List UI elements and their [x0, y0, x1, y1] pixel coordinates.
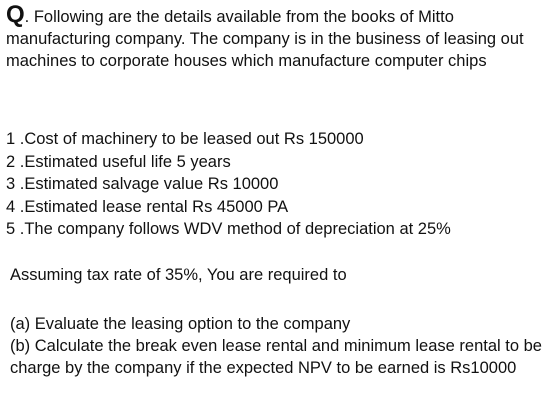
question-marker: Q — [6, 1, 25, 28]
question-intro — [6, 1, 554, 72]
details-list — [6, 128, 451, 241]
question-parts — [6, 313, 556, 379]
part-b: (b) Calculate the break even lease rental and minimum lease rental to be charge by the company if the expected NPV to be earned is Rs10000 — [10, 337, 542, 377]
assumption-text: Assuming tax rate of 35%, You are required to — [10, 266, 347, 284]
detail-item-salvage-value: 3 .Estimated salvage value Rs 10000 — [6, 175, 279, 193]
detail-item-lease-rental: 4 .Estimated lease rental Rs 45000 PA — [6, 197, 289, 216]
detail-item-depreciation: 5 .The company follows WDV method of depreciation at 25% — [6, 220, 451, 238]
detail-item-cost: 1 .Cost of machinery to be leased out Rs 150000 — [6, 130, 364, 148]
detail-item-useful-life: 2 .Estimated useful life 5 years — [6, 152, 231, 171]
question-intro-text: . Following are the details available from the books of Mitto manufacturing company. The company is in the business of leasing out machines to corporate houses which manufacture computer chips — [6, 8, 524, 70]
part-a: (a) Evaluate the leasing option to the company — [10, 315, 351, 333]
